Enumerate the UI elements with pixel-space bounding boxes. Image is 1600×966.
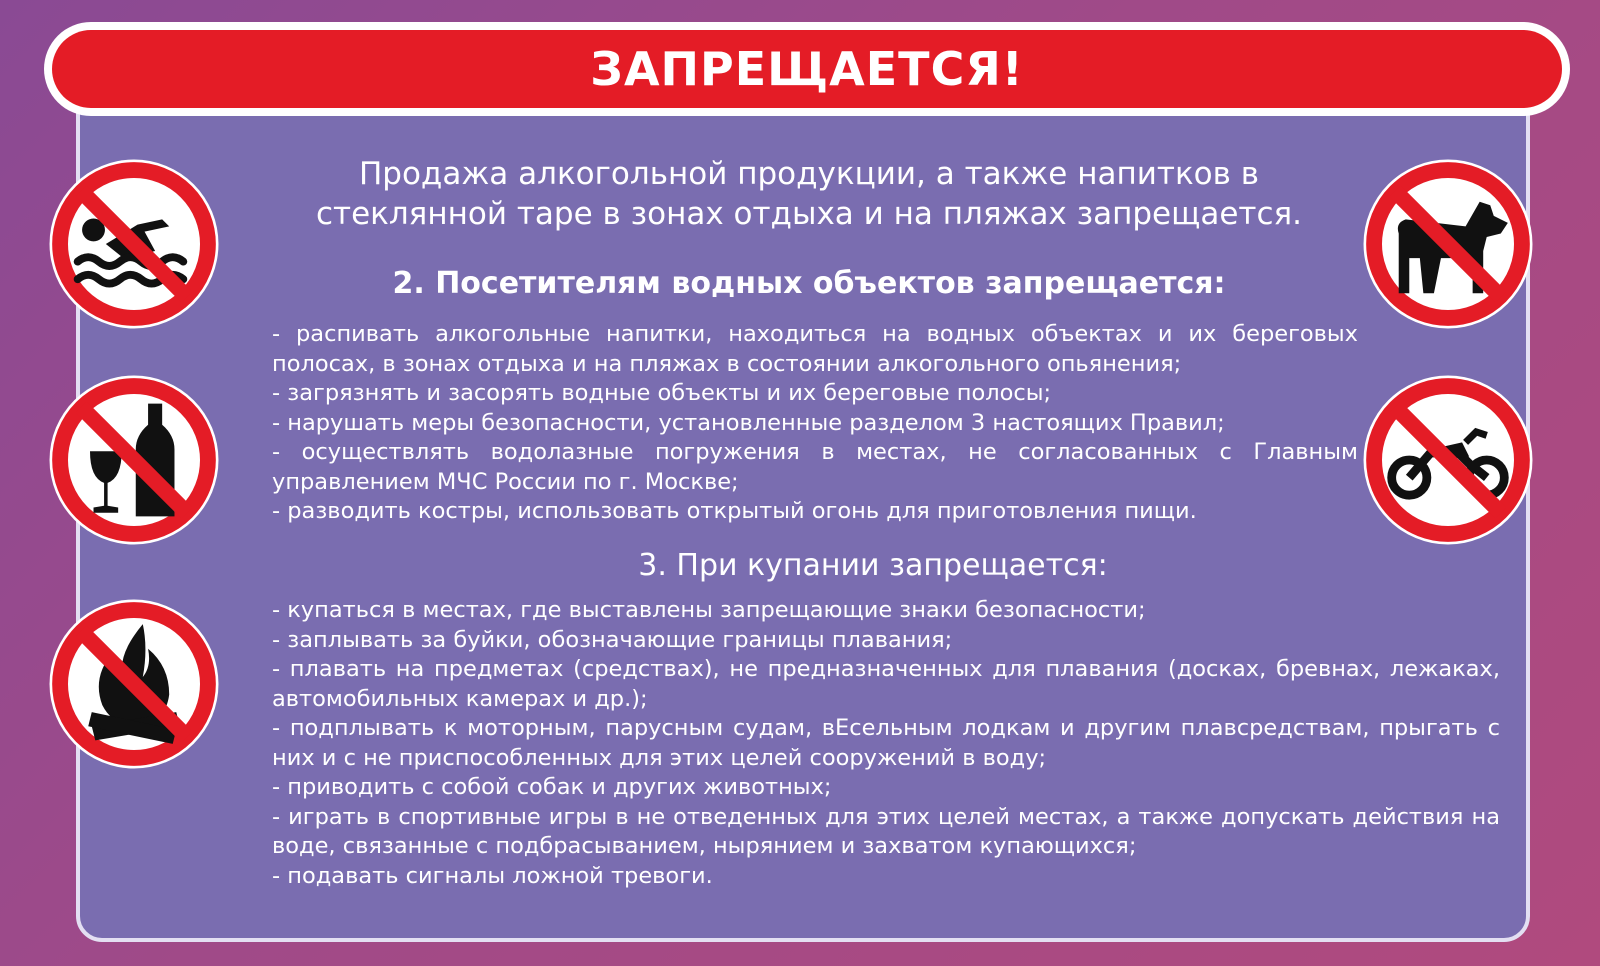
list-item: - играть в спортивные игры в не отведенных для этих целей местах, а также допускать действия на воде, связанные с подбрасыванием, нырянием и захватом купающихся; — [272, 803, 1500, 859]
no-motorcycles-icon — [1360, 372, 1536, 548]
list-item: - осуществлять водолазные погружения в местах, не согласованных с Главным управлением МЧС России по г. Москве; — [272, 439, 1358, 495]
section2-heading: 2. Посетителям водных объектов запрещается: — [392, 266, 1226, 301]
list-item: - купаться в местах, где выставлены запрещающие знаки безопасности; — [272, 597, 1146, 623]
section3-list — [272, 596, 1500, 891]
list-item: - приводить с собой собак и других животных; — [272, 774, 832, 800]
list-item: - заплывать за буйки, обозначающие границы плавания; — [272, 626, 953, 653]
list-item: - подплывать к моторным, парусным судам, вЕсельным лодкам и другим плавсредствам, прыгать с них и с не приспособленных для этих целей сооружений в воду; — [272, 715, 1500, 771]
no-alcohol-icon — [46, 372, 222, 548]
list-item: - распивать алкогольные напитки, находиться на водных объектах и их береговых полосах, в зонах отдыха и на пляжах в состоянии алкогольного опьянения; — [272, 321, 1358, 377]
no-swimming-icon — [46, 156, 222, 332]
list-item: - подавать сигналы ложной тревоги. — [272, 862, 713, 889]
list-item: - загрязнять и засорять водные объекты и их береговые полосы; — [272, 380, 1052, 406]
section2-list — [272, 320, 1358, 527]
no-dogs-icon — [1360, 156, 1536, 332]
title-banner-inner — [52, 30, 1562, 108]
intro-text: Продажа алкогольной продукции, а также напитков в стеклянной таре в зонах отдыха и на пляжах запрещается. — [315, 156, 1303, 232]
page-title: ЗАПРЕЩАЕТСЯ! — [590, 42, 1024, 96]
list-item: - плавать на предметах (средствах), не предназначенных для плавания (досках, бревнах, лежаках, автомобильных камерах и др.); — [272, 656, 1500, 712]
no-fire-icon — [46, 596, 222, 772]
section3-heading: 3. При купании запрещается: — [638, 548, 1108, 583]
list-item: - нарушать меры безопасности, установленные разделом 3 настоящих Правил; — [272, 409, 1225, 436]
title-banner — [44, 22, 1570, 116]
list-item: - разводить костры, использовать открытый огонь для приготовления пищи. — [272, 498, 1197, 524]
